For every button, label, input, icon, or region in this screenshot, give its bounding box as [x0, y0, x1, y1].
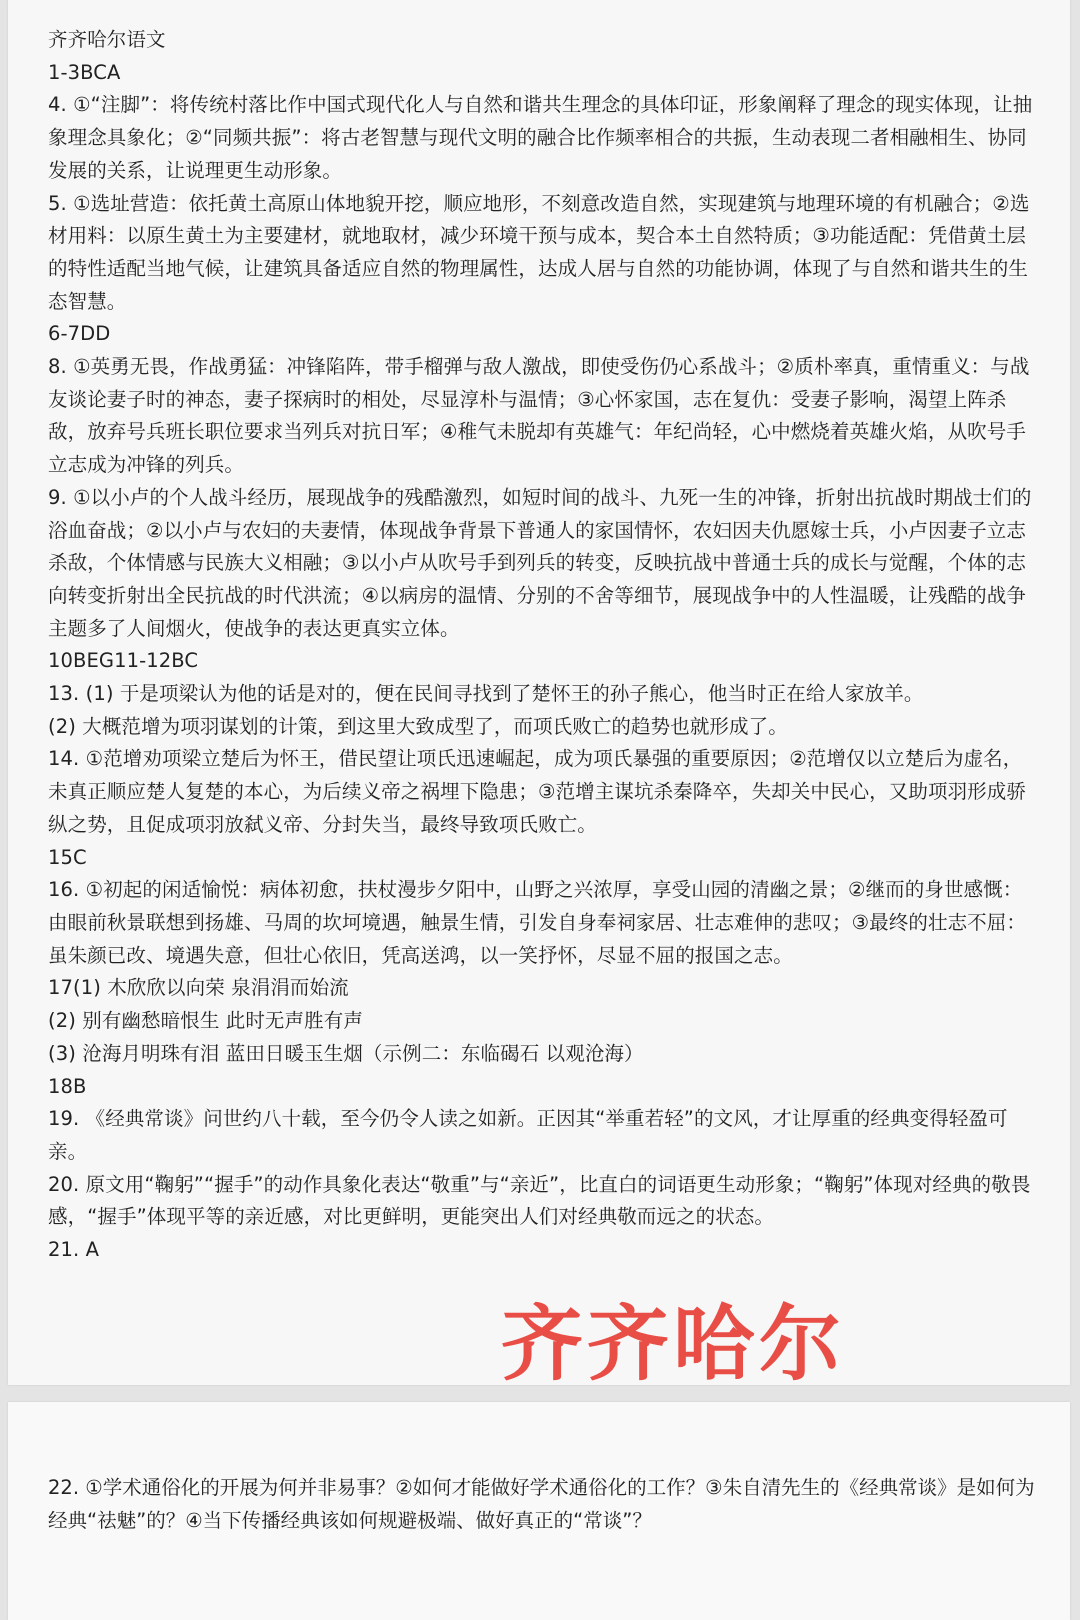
- answer-line: (2) 大概范增为项羽谋划的计策，到这里大致成型了，而项氏败亡的趋势也就形成了。: [48, 714, 788, 738]
- answer-line: 6-7DD: [48, 322, 111, 346]
- answer-line: 14. ①范增劝项梁立楚后为怀王，借民望让项氏迅速崛起，成为项氏暴强的重要原因；②范增仅以立楚后为虚名，未真正顺应楚人复楚的本心，为后续义帝之祸埋下隐患；③范增主谋坑杀秦降卒，失却关中民心，又助项羽形成骄纵之势，且促成项羽放弑义帝、分封失当，最终导致项氏败亡。: [48, 747, 1026, 836]
- answer-line: 10BEG11-12BC: [48, 649, 199, 673]
- answer-line: 20. 原文用“鞠躬”“握手”的动作具象化表达“敬重”与“亲近”，比直白的词语更生动形象；“鞠躬”体现对经典的敬畏感，“握手”体现平等的亲近感，对比更鲜明，更能突出人们对经典敬而远之的状态。: [48, 1172, 1031, 1229]
- answer-line: 16. ①初起的闲适愉悦：病体初愈，扶杖漫步夕阳中，山野之兴浓厚，享受山园的清幽之景；②继而的身世感慨：由眼前秋景联想到扬雄、马周的坎坷境遇，触景生情，引发自身奉祠家居、壮志难伸的悲叹；③最终的壮志不屈：虽朱颜已改、境遇失意，但壮心依旧，凭高送鸿，以一笑抒怀，尽显不屈的报国之志。: [48, 878, 1026, 967]
- answer-line: 4. ①“注脚”：将传统村落比作中国式现代化人与自然和谐共生理念的具体印证，形象阐释了理念的现实体现，让抽象理念具象化；②“同频共振”：将古老智慧与现代文明的融合比作频率相合的共振，生动表现二者相融相生、协同发展的关系，让说理更生动形象。: [48, 93, 1033, 182]
- answer-line: 1-3BCA: [48, 60, 121, 84]
- answer-page-2: [8, 1402, 1070, 1620]
- answer-line: 22. ①学术通俗化的开展为何并非易事？②如何才能做好学术通俗化的工作？③朱自清先生的《经典常谈》是如何为经典“祛魅”的？④当下传播经典该如何规避极端、做好真正的“常谈”？: [48, 1476, 1035, 1532]
- answer-text-page2: [48, 1472, 1038, 1537]
- answer-line: 8. ①英勇无畏，作战勇猛：冲锋陷阵，带手榴弹与敌人激战，即使受伤仍心系战斗；②质朴率真，重情重义：与战友谈论妻子时的神态，妻子探病时的相处，尽显淳朴与温情；③心怀家国，志在复仇：受妻子影响，渴望上阵杀敌，放弃号兵班长职位要求当列兵对抗日军；④稚气未脱却有英雄气：年纪尚轻，心中燃烧着英雄火焰，从吹号手立志成为冲锋的列兵。: [48, 355, 1030, 477]
- answer-line: 19. 《经典常谈》问世约八十载，至今仍令人读之如新。正因其“举重若轻”的文风，才让厚重的经典变得轻盈可亲。: [48, 1107, 1008, 1163]
- answer-line: 15C: [48, 845, 87, 869]
- answer-line: 17(1) 木欣欣以向荣 泉涓涓而始流: [48, 976, 349, 1000]
- answer-page-1: [8, 0, 1070, 1392]
- answer-line: 13. (1) 于是项梁认为他的话是对的，便在民间寻找到了楚怀王的孙子熊心，他当时正在给人家放羊。: [48, 682, 924, 706]
- answer-line: 21. A: [48, 1238, 100, 1262]
- watermark-stamp: 齐齐哈尔: [501, 1297, 846, 1392]
- answer-text: [48, 24, 1038, 1267]
- answer-line: 18B: [48, 1074, 87, 1098]
- doc-title: 齐齐哈尔语文: [48, 28, 166, 51]
- answer-line: (3) 沧海月明珠有泪 蓝田日暖玉生烟（示例二：东临碣石 以观沧海）: [48, 1041, 644, 1065]
- answer-line: (2) 别有幽愁暗恨生 此时无声胜有声: [48, 1009, 363, 1033]
- answer-line: 9. ①以小卢的个人战斗经历，展现战争的残酷激烈，如短时间的战斗、九死一生的冲锋，折射出抗战时期战士们的浴血奋战；②以小卢与农妇的夫妻情，体现战争背景下普通人的家国情怀，农妇因夫仇愿嫁士兵，小卢因妻子立志杀敌，个体情感与民族大义相融；③以小卢从吹号手到列兵的转变，反映抗战中普通士兵的成长与觉醒，个体的志向转变折射出全民抗战的时代洪流；④以病房的温情、分别的不舍等细节，展现战争中的人性温暖，让残酷的战争主题多了人间烟火，使战争的表达更真实立体。: [48, 485, 1032, 640]
- answer-line: 5. ①选址营造：依托黄土高原山体地貌开挖，顺应地形，不刻意改造自然，实现建筑与地理环境的有机融合；②选材用料：以原生黄土为主要建材，就地取材，减少环境干预与成本，契合本土自然特质；③功能适配：凭借黄土层的特性适配当地气候，让建筑具备适应自然的物理属性，达成人居与自然的功能协调，体现了与自然和谐共生的生态智慧。: [48, 191, 1030, 313]
